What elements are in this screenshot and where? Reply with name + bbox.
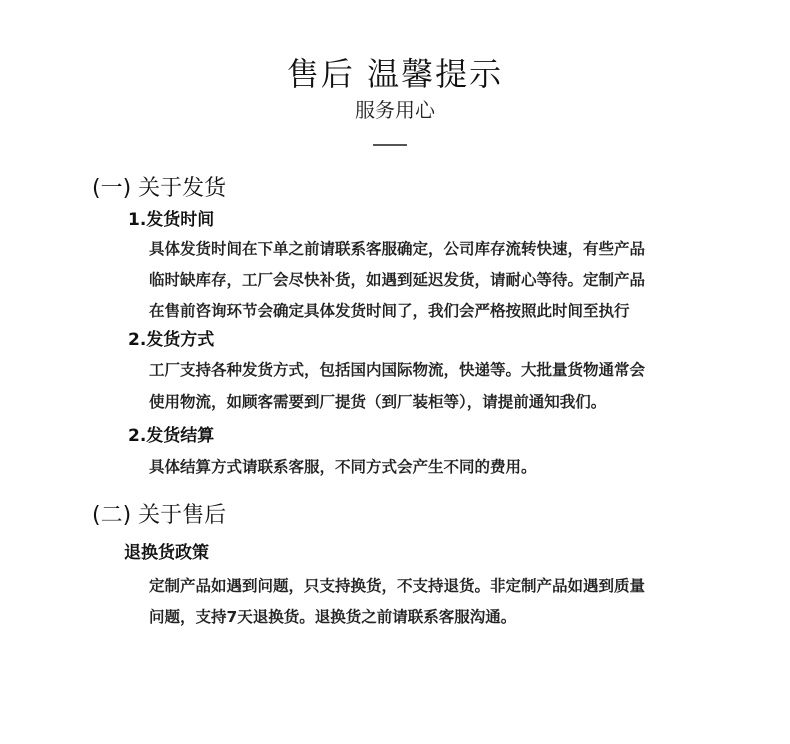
subheading-shipping-settlement: 2.发货结算 <box>128 426 215 446</box>
subheading-shipping-method: 2.发货方式 <box>128 330 215 350</box>
paragraph-shipping-method <box>149 354 709 418</box>
title-divider <box>373 144 407 146</box>
paragraph-line: 在售前咨询环节会确定具体发货时间了，我们会严格按照此时间至执行 <box>149 302 630 320</box>
section-heading-after-sales: (二) 关于售后 <box>92 503 227 528</box>
paragraph-shipping-time <box>149 234 709 327</box>
paragraph-line: 具体结算方式请联系客服，不同方式会产生不同的费用。 <box>149 458 537 476</box>
paragraph-line: 工厂支持各种发货方式，包括国内国际物流，快递等。大批量货物通常会 <box>149 361 646 379</box>
paragraph-line: 临时缺库存，工厂会尽快补货，如遇到延迟发货，请耐心等待。定制产品 <box>149 271 646 289</box>
paragraph-line: 定制产品如遇到问题，只支持换货，不支持退货。非定制产品如遇到质量 <box>149 577 646 595</box>
paragraph-line: 具体发货时间在下单之前请联系客服确定，公司库存流转快速，有些产品 <box>149 240 646 258</box>
paragraph-shipping-settlement <box>149 452 709 482</box>
subheading-shipping-time: 1.发货时间 <box>128 210 215 230</box>
paragraph-line: 使用物流，如顾客需要到厂提货（到厂装柜等），请提前通知我们。 <box>149 393 607 411</box>
page-title: 售后 温馨提示 <box>286 55 504 93</box>
section-heading-shipping: (一) 关于发货 <box>92 176 227 201</box>
header <box>0 52 790 124</box>
page-subtitle: 服务用心 <box>355 98 435 122</box>
paragraph-return-policy <box>149 571 709 633</box>
paragraph-line: 问题，支持7天退换货。退换货之前请联系客服沟通。 <box>149 608 517 626</box>
subheading-return-policy: 退换货政策 <box>124 543 209 563</box>
